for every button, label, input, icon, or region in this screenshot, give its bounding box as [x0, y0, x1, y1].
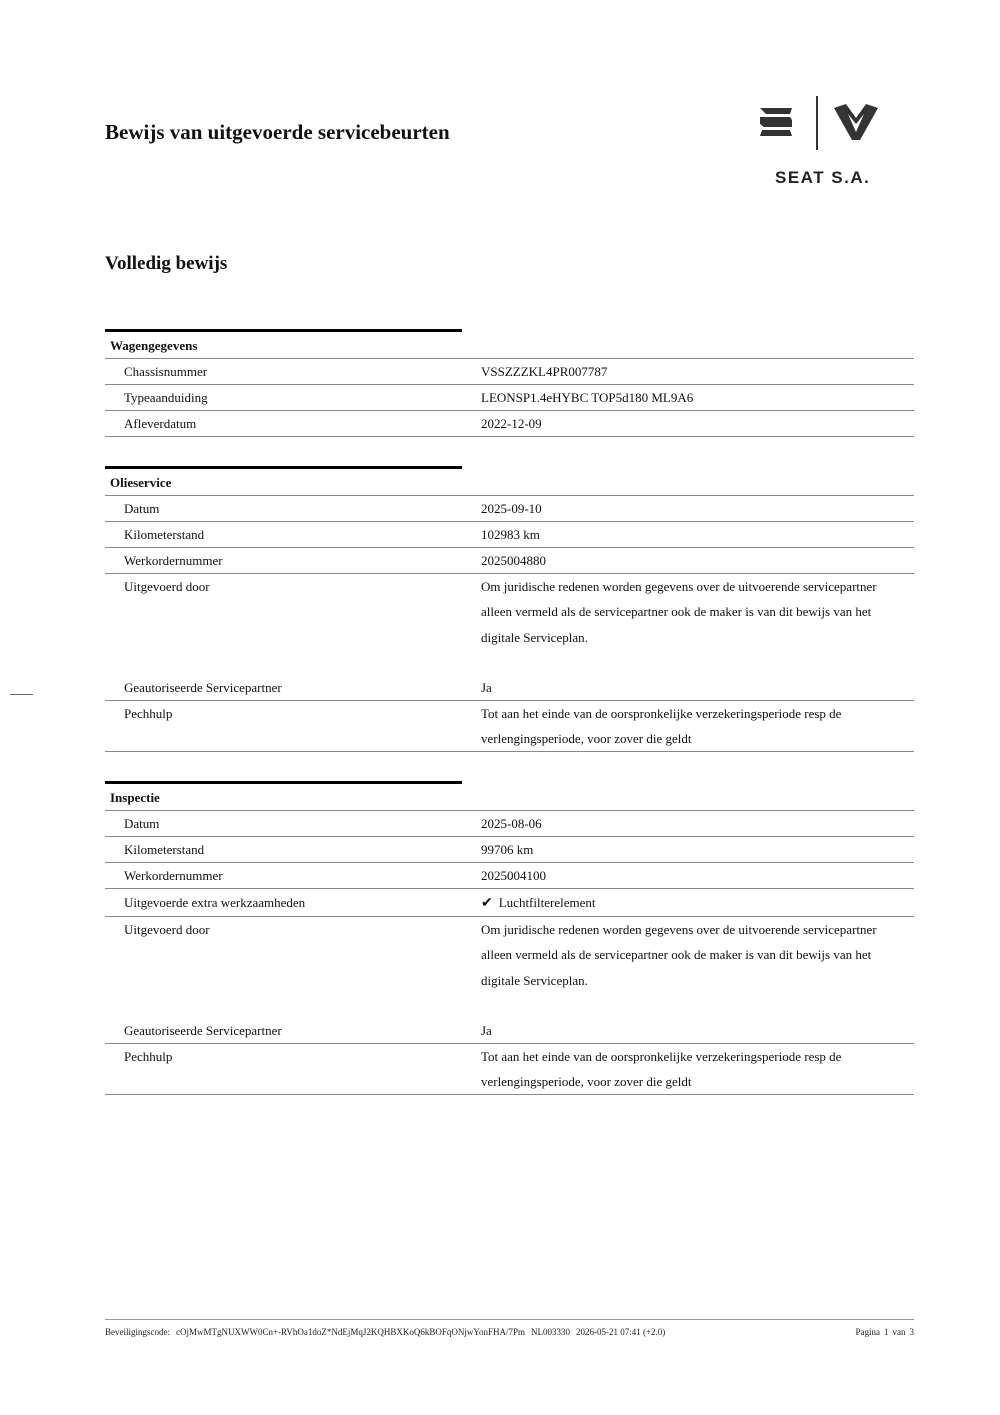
row-value: Ja: [481, 1023, 492, 1038]
row-label: Typeaanduiding: [124, 390, 208, 405]
row-value: 2025004880: [481, 553, 546, 568]
table-row: [105, 548, 914, 574]
row-value: 99706 km: [481, 842, 534, 857]
row-value: Om juridische redenen worden gegevens over de uitvoerende servicepartner alleen vermeld als de servicepartner ook de maker is van dit bewijs van het digitale Serviceplan.: [481, 922, 877, 988]
table-row: [105, 522, 914, 548]
row-label: Datum: [124, 501, 160, 516]
cupra-logo-icon: [832, 102, 880, 142]
table-row: [105, 889, 914, 917]
brand-logo: [752, 94, 887, 194]
table-row: [105, 811, 914, 837]
section-wagengegevens: [105, 329, 914, 437]
page-label: Pagina: [855, 1327, 880, 1337]
security-code: cOjMwMTgNUXWW0Cn+-RVhOa1doZ*NdEjMqJ2KQHBXKoQ6kBOFqONjwYonFHA/7Pm: [176, 1327, 525, 1337]
page-title: Bewijs van uitgevoerde servicebeurten: [105, 120, 450, 144]
row-label: Datum: [124, 816, 160, 831]
seat-logo-icon: [756, 106, 796, 138]
row-value: 102983 km: [481, 527, 540, 542]
logo-text: SEAT S.A.: [775, 168, 871, 187]
row-label: Kilometerstand: [124, 527, 205, 542]
table-row: [105, 837, 914, 863]
section-inspectie: [105, 781, 914, 1095]
row-value: 2022-12-09: [481, 416, 542, 431]
row-value: [462, 889, 914, 916]
row-value: 2025-08-06: [481, 816, 542, 831]
table-row: [105, 917, 914, 1018]
checkmark-icon: ✔: [481, 896, 493, 911]
section-heading: Inspectie: [105, 785, 914, 811]
dealer-code: NL003330: [530, 1327, 570, 1337]
row-label: Pechhulp: [124, 706, 173, 721]
row-value: Ja: [481, 680, 492, 695]
section-heading: Wagengegevens: [105, 333, 914, 359]
row-value: LEONSP1.4eHYBC TOP5d180 ML9A6: [481, 390, 694, 405]
timestamp: 2026-05-21 07:41 (+2.0): [575, 1327, 666, 1337]
table-row: [105, 411, 914, 437]
extra-work-item: Luchtfilterelement: [498, 895, 596, 910]
row-label: Uitgevoerde extra werkzaamheden: [124, 895, 306, 910]
table-row: [105, 496, 914, 522]
row-label: Kilometerstand: [124, 842, 205, 857]
section-heading: Olieservice: [105, 470, 914, 496]
security-label: Beveiligingscode:: [105, 1327, 170, 1337]
row-value: Tot aan het einde van de oorspronkelijke verzekeringsperiode resp de verlengingsperiode, voor zover die geldt: [481, 1049, 842, 1090]
table-row: [105, 863, 914, 889]
subtitle: Volledig bewijs: [105, 253, 228, 274]
section-olieservice: [105, 466, 914, 752]
section-bar: [105, 329, 462, 332]
footer-security: [105, 1327, 671, 1337]
table-row: [105, 701, 914, 752]
table-row: [105, 359, 914, 385]
row-value: 2025-09-10: [481, 501, 542, 516]
row-value: VSSZZZKL4PR007787: [481, 364, 608, 379]
table-row: [105, 1044, 914, 1095]
row-label: Geautoriseerde Servicepartner: [124, 680, 282, 695]
row-label: Werkordernummer: [124, 553, 223, 568]
margin-mark: [10, 694, 33, 695]
row-label: Uitgevoerd door: [124, 922, 210, 937]
logo-separator: [816, 96, 818, 150]
row-label: Pechhulp: [124, 1049, 173, 1064]
section-bar: [105, 781, 462, 784]
row-label: Afleverdatum: [124, 416, 197, 431]
row-value: Tot aan het einde van de oorspronkelijke verzekeringsperiode resp de verlengingsperiode, voor zover die geldt: [481, 706, 842, 747]
table-row: [105, 1018, 914, 1044]
row-value: 2025004100: [481, 868, 546, 883]
table-row: [105, 574, 914, 675]
row-label: Werkordernummer: [124, 868, 223, 883]
page-current: 1: [884, 1327, 889, 1337]
row-label: Geautoriseerde Servicepartner: [124, 1023, 282, 1038]
table-row: [105, 675, 914, 701]
section-bar: [105, 466, 462, 469]
row-label: Uitgevoerd door: [124, 579, 210, 594]
footer-divider: [105, 1319, 914, 1320]
page-of: van: [892, 1327, 906, 1337]
page-total: 3: [909, 1327, 914, 1337]
page-indicator: [852, 1327, 915, 1337]
row-label: Chassisnummer: [124, 364, 208, 379]
row-value: Om juridische redenen worden gegevens over de uitvoerende servicepartner alleen vermeld als de servicepartner ook de maker is van dit bewijs van het digitale Serviceplan.: [481, 579, 877, 645]
table-row: [105, 385, 914, 411]
footer: [105, 1327, 914, 1337]
